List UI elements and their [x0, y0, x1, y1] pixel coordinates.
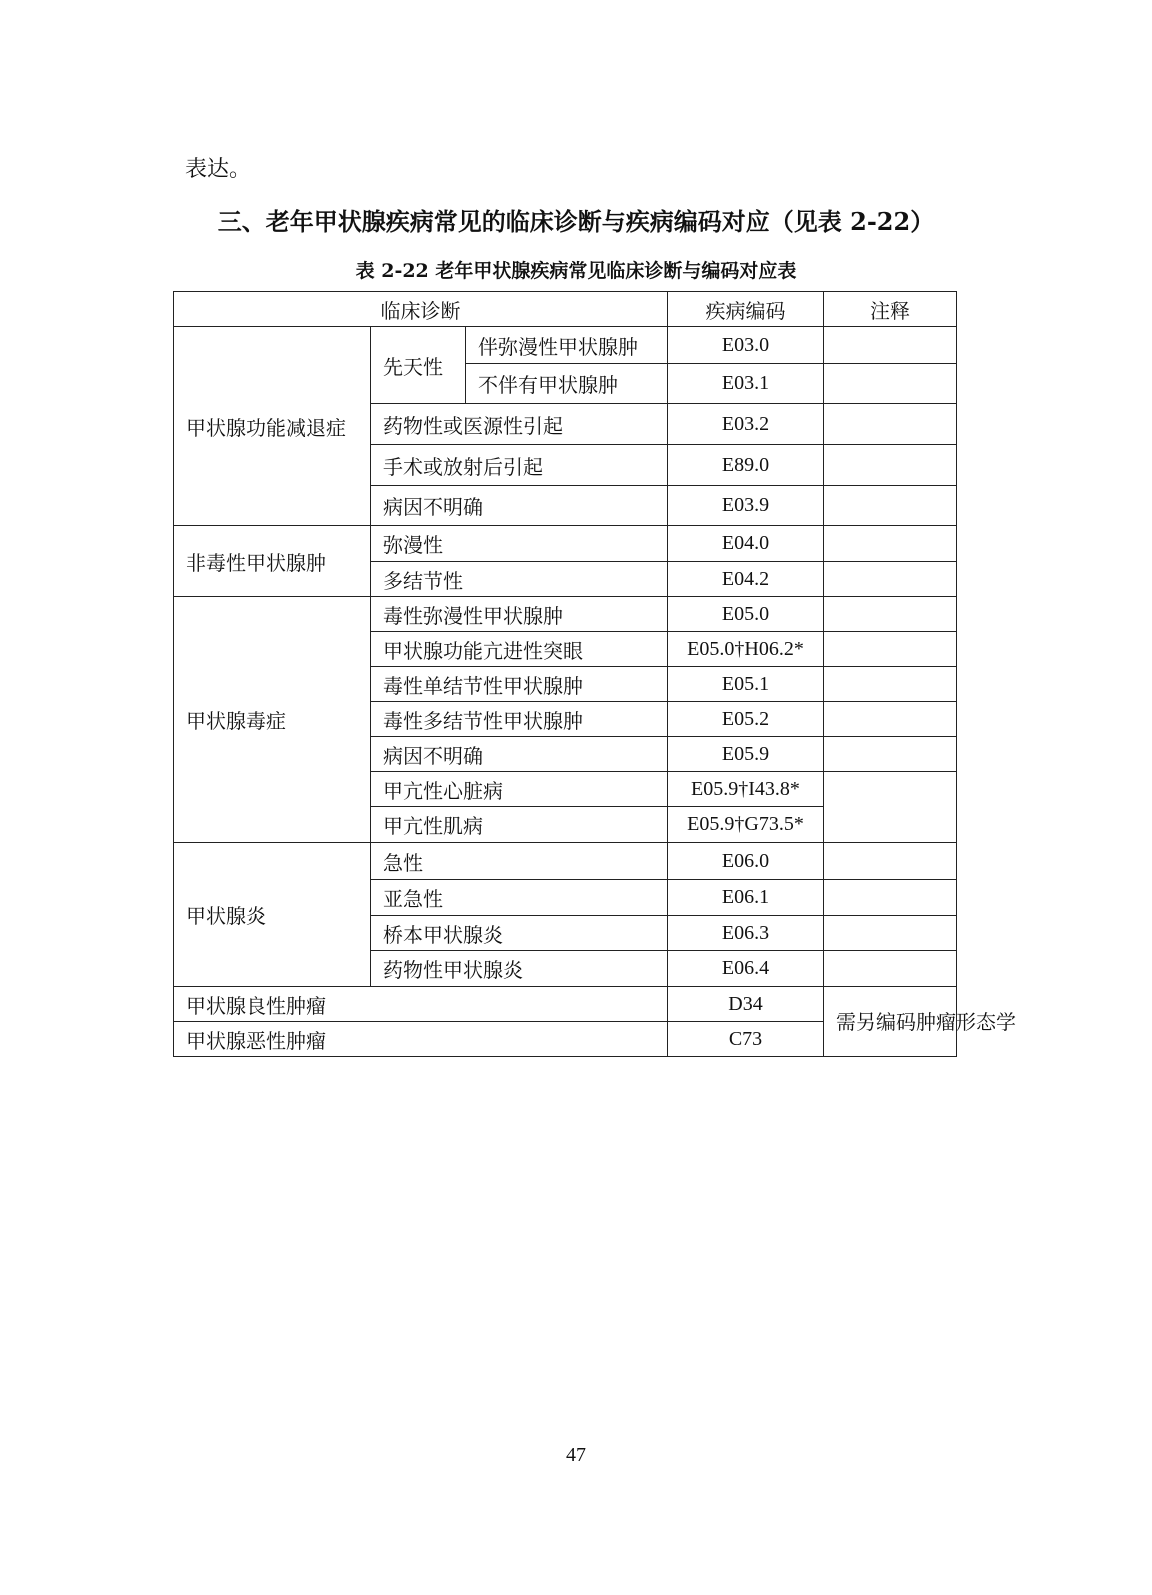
- diagnosis-cell: 甲状腺功能亢进性突眼: [371, 632, 668, 667]
- header-diagnosis: 临床诊断: [174, 292, 668, 327]
- diagnosis-cell: 病因不明确: [371, 486, 668, 526]
- code-cell: E05.9: [668, 737, 824, 772]
- table-row: [174, 526, 957, 562]
- note-cell: [824, 526, 957, 562]
- header-note: 注释: [824, 292, 957, 327]
- note-cell: [824, 880, 957, 916]
- diagnosis-cell: 病因不明确: [371, 737, 668, 772]
- code-cell: C73: [668, 1022, 824, 1057]
- code-cell: E05.0†H06.2*: [668, 632, 824, 667]
- note-cell: [824, 327, 957, 364]
- header-code: 疾病编码: [668, 292, 824, 327]
- group-hypothyroidism: 甲状腺功能减退症: [174, 327, 371, 526]
- code-cell: E03.0: [668, 327, 824, 364]
- code-cell: E05.1: [668, 667, 824, 702]
- code-cell: E06.0: [668, 843, 824, 880]
- diagnosis-cell: 毒性多结节性甲状腺肿: [371, 702, 668, 737]
- table-row: [174, 843, 957, 880]
- table-caption: 表 2-22 老年甲状腺疾病常见临床诊断与编码对应表: [355, 260, 797, 282]
- table-header-row: [174, 292, 957, 327]
- diagnosis-cell: 甲亢性心脏病: [371, 772, 668, 807]
- subgroup-congenital: 先天性: [371, 327, 466, 404]
- diagnosis-cell: 药物性或医源性引起: [371, 404, 668, 445]
- note-cell: [824, 667, 957, 702]
- code-cell: E05.2: [668, 702, 824, 737]
- note-cell: [824, 562, 957, 597]
- group-nontoxic-goiter: 非毒性甲状腺肿: [174, 526, 371, 597]
- diagnosis-cell: 亚急性: [371, 880, 668, 916]
- diagnosis-code-table: [173, 291, 1016, 1057]
- note-cell: [824, 445, 957, 486]
- diagnosis-cell: 不伴有甲状腺肿: [466, 364, 668, 404]
- note-cell: [824, 486, 957, 526]
- code-cell: E04.2: [668, 562, 824, 597]
- diagnosis-cell: 急性: [371, 843, 668, 880]
- note-cell: [824, 737, 957, 772]
- diagnosis-cell: 多结节性: [371, 562, 668, 597]
- code-cell: E89.0: [668, 445, 824, 486]
- code-cell: E06.3: [668, 916, 824, 951]
- note-cell: [824, 843, 957, 880]
- code-cell: E05.0: [668, 597, 824, 632]
- code-cell: E06.4: [668, 951, 824, 987]
- table-row: [174, 327, 957, 364]
- note-cell: [824, 364, 957, 404]
- group-thyroiditis: 甲状腺炎: [174, 843, 371, 987]
- section-heading: 三、老年甲状腺疾病常见的临床诊断与疾病编码对应（见表 2-22）: [217, 207, 935, 236]
- diagnosis-cell: 药物性甲状腺炎: [371, 951, 668, 987]
- diagnosis-cell: 甲状腺良性肿瘤: [174, 987, 668, 1022]
- code-cell: E05.9†G73.5*: [668, 807, 824, 843]
- diagnosis-cell: 毒性弥漫性甲状腺肿: [371, 597, 668, 632]
- diagnosis-cell: 甲亢性肌病: [371, 807, 668, 843]
- note-tumor-morphology: 需另编码肿瘤形态学: [824, 987, 957, 1057]
- note-cell: [824, 702, 957, 737]
- table-row: [174, 987, 957, 1022]
- diagnosis-cell: 手术或放射后引起: [371, 445, 668, 486]
- note-cell: [824, 404, 957, 445]
- note-cell: [824, 632, 957, 667]
- note-cell: [824, 916, 957, 951]
- previous-paragraph-fragment: 表达。: [185, 157, 252, 182]
- code-cell: E03.9: [668, 486, 824, 526]
- diagnosis-cell: 甲状腺恶性肿瘤: [174, 1022, 668, 1057]
- code-cell: E06.1: [668, 880, 824, 916]
- diagnosis-cell: 伴弥漫性甲状腺肿: [466, 327, 668, 364]
- code-cell: E04.0: [668, 526, 824, 562]
- note-cell: [824, 597, 957, 632]
- table-row: [174, 597, 957, 632]
- group-thyrotoxicosis: 甲状腺毒症: [174, 597, 371, 843]
- page-number: 47: [566, 1444, 586, 1466]
- note-cell: [824, 951, 957, 987]
- code-cell: D34: [668, 987, 824, 1022]
- diagnosis-cell: 毒性单结节性甲状腺肿: [371, 667, 668, 702]
- code-cell: E03.2: [668, 404, 824, 445]
- code-cell: E03.1: [668, 364, 824, 404]
- diagnosis-cell: 弥漫性: [371, 526, 668, 562]
- note-cell: [824, 772, 957, 843]
- diagnosis-cell: 桥本甲状腺炎: [371, 916, 668, 951]
- code-cell: E05.9†I43.8*: [668, 772, 824, 807]
